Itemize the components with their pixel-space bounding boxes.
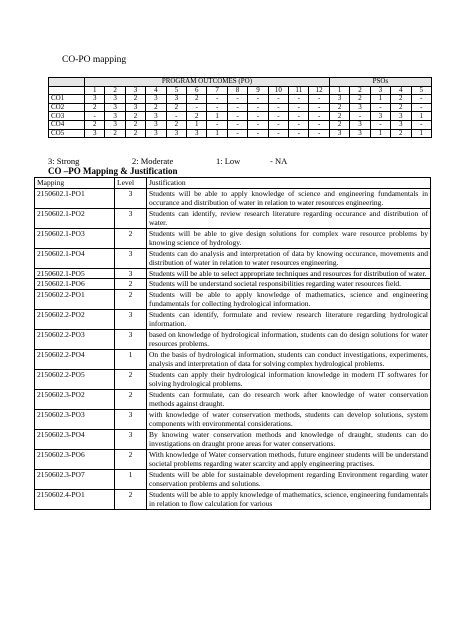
legend-low: 1: Low [216,156,241,166]
mapping-cell: 3 [370,112,390,121]
po-number-header: 9 [248,86,268,95]
table-row [35,309,431,329]
mapping-cell: - [289,95,309,104]
mapping-cell: 3 [146,95,166,104]
mapping-cell: 2 [350,95,370,104]
level-cell: 3 [115,329,147,349]
mapping-cell: 2 [187,95,207,104]
mapping-cell: 2 [166,103,186,112]
pso-number-header: 4 [391,86,411,95]
mapping-cell: 2150602.3-PO6 [35,449,115,469]
table-row [49,103,432,112]
justification-cell: On the basis of hydrological information, students can conduct investigations, experiments, analysis and interpretation of data for solving complex hydrological problems. [147,349,431,369]
table-row [35,248,431,268]
mapping-cell: 2 [329,103,349,112]
table-row [35,268,431,279]
mapping-cell: 2150602.2-PO2 [35,309,115,329]
mapping-cell: 2 [391,95,411,104]
justification-cell: Students can identify, formulate and review research literature regarding hydrological information. [147,309,431,329]
po-number-header: 1 [85,86,105,95]
mapping-cell: 3 [329,95,349,104]
table-row [49,112,432,121]
po-number-header: 3 [125,86,145,95]
mapping-cell: 3 [146,129,166,138]
po-group-header: PROGRAM OUTCOMES (PO) [85,78,330,87]
table-row [35,208,431,228]
mapping-cell: - [248,129,268,138]
mapping-cell: 3 [391,120,411,129]
mapping-cell: 1 [370,129,390,138]
table-row [35,429,431,449]
mapping-cell: - [248,103,268,112]
table-row [35,188,431,208]
mapping-cell: 1 [207,112,227,121]
mapping-cell: - [268,95,288,104]
level-cell: 2 [115,279,147,290]
mapping-cell: - [207,120,227,129]
mapping-cell: 2 [125,120,145,129]
justification-cell: Students can do analysis and interpretation of data by knowing occurance, movements and distribution of water in relation to water resources engineering. [147,248,431,268]
table-corner [49,78,85,87]
mapping-cell: 3 [350,129,370,138]
mapping-cell: 2150602.2-PO5 [35,369,115,389]
po-number-header: 11 [289,86,309,95]
mapping-cell: - [207,95,227,104]
mapping-cell: - [227,120,247,129]
justification-cell: Students will be able to apply knowledge of mathematics, science and engineering fundamentals for collecting hydrological information. [147,289,431,309]
mapping-cell: - [309,120,329,129]
pso-group-header: PSOs [329,78,431,87]
table-row [35,469,431,489]
mapping-cell: 2150602.3-PO2 [35,389,115,409]
mapping-cell: 3 [166,129,186,138]
mapping-cell: 1 [370,95,390,104]
po-number-header: 8 [227,86,247,95]
justification-cell: Students can apply their hydrological information knowledge in modern IT softwares for solving hydrological problems. [147,369,431,389]
pso-number-header: 2 [350,86,370,95]
table-row [35,289,431,309]
justification-cell: Students will be able to select appropriate techniques and resources for distribution of water. [147,268,431,279]
mapping-cell: 2150602.2-PO1 [35,289,115,309]
mapping-cell: - [350,112,370,121]
mapping-cell: 2150602.1-PO2 [35,208,115,228]
level-cell: 2 [115,289,147,309]
mapping-cell: 2 [146,103,166,112]
level-cell: 2 [115,449,147,469]
table-row [35,279,431,290]
level-cell: 3 [115,188,147,208]
justification-cell: Students will be understand societal responsibilities regarding water resources field. [147,279,431,290]
co-label: CO4 [49,120,85,129]
mapping-cell: - [411,103,432,112]
column-header: Mapping [35,178,115,189]
mapping-cell: - [85,112,105,121]
mapping-cell: 2150602.1-PO6 [35,279,115,290]
table-corner [49,86,85,95]
mapping-cell: - [309,112,329,121]
co-label: CO2 [49,103,85,112]
mapping-cell: 1 [207,129,227,138]
po-number-header: 10 [268,86,288,95]
co-label: CO3 [49,112,85,121]
mapping-cell: - [248,120,268,129]
section-heading: CO –PO Mapping & Justification [48,166,178,176]
mapping-cell: - [227,112,247,121]
mapping-cell: 2 [391,103,411,112]
mapping-cell: 3 [391,112,411,121]
level-cell: 3 [115,309,147,329]
justification-cell: Students can identify, review research literature regarding occurance and distribution of water. [147,208,431,228]
mapping-cell: - [370,103,390,112]
table-row [35,409,431,429]
mapping-cell: 2 [329,120,349,129]
table-row [35,449,431,469]
justification-cell: Students will be able to apply knowledge of mathematics, science, engineering fundamentals in relation to flow calculation for various [147,489,431,509]
mapping-cell: 2150602.3-PO7 [35,469,115,489]
mapping-cell: 2150602.2-PO4 [35,349,115,369]
po-number-header: 2 [105,86,125,95]
mapping-cell: 2 [125,95,145,104]
level-cell: 2 [115,489,147,509]
mapping-cell: - [227,95,247,104]
justification-cell: Students will be able for sustainable development regarding Environment regarding water conservation problems and solutions. [147,469,431,489]
table-row [35,389,431,409]
table-row [35,228,431,248]
mapping-cell: - [187,103,207,112]
mapping-cell: - [309,129,329,138]
mapping-cell: 3 [187,129,207,138]
justification-cell: Students will be able to apply knowledge of science and engineering fundamentals in occurance and distribution of water in relation to water resources engineering. [147,188,431,208]
mapping-cell: - [268,120,288,129]
legend [48,156,348,166]
pso-number-header: 3 [370,86,390,95]
pso-number-header: 5 [411,86,432,95]
mapping-cell: - [289,120,309,129]
mapping-cell: - [227,103,247,112]
level-cell: 3 [115,268,147,279]
justification-cell: With knowledge of Water conservation methods, future engineer students will be understand societal problems regarding water scarcity and apply engineering practises. [147,449,431,469]
mapping-cell: 2 [391,129,411,138]
co-label: CO5 [49,129,85,138]
mapping-cell: 2 [85,120,105,129]
mapping-cell: 2150602.3-PO3 [35,409,115,429]
justification-cell: Students will be able to give design solutions for complex ware resource problems by knowing science of hydrology. [147,228,431,248]
mapping-cell: - [370,120,390,129]
level-cell: 3 [115,248,147,268]
mapping-cell: 2150602.1-PO4 [35,248,115,268]
po-number-header: 7 [207,86,227,95]
mapping-cell: 2 [187,112,207,121]
justification-cell: with knowledge of water conservation methods, students can develop solutions, system components with environmental considerations. [147,409,431,429]
mapping-cell: 2 [105,129,125,138]
level-cell: 3 [115,208,147,228]
mapping-cell: 3 [85,129,105,138]
mapping-cell: 3 [146,120,166,129]
mapping-cell: 3 [329,129,349,138]
mapping-cell: 3 [85,95,105,104]
mapping-cell: 2 [125,112,145,121]
mapping-cell: - [207,103,227,112]
co-po-table [48,77,432,138]
mapping-cell: 2150602.1-PO3 [35,228,115,248]
legend-na: - NA [270,156,288,166]
mapping-cell: 3 [350,120,370,129]
mapping-cell: 2 [125,129,145,138]
mapping-cell: - [268,112,288,121]
mapping-cell: 3 [350,103,370,112]
mapping-cell: 3 [105,112,125,121]
table-row [49,95,432,104]
mapping-cell: 3 [105,95,125,104]
table-row [35,349,431,369]
mapping-cell: 2150602.4-PO1 [35,489,115,509]
mapping-cell: 3 [166,95,186,104]
justification-table [34,177,431,510]
co-label: CO1 [49,95,85,104]
mapping-cell: 3 [125,103,145,112]
po-number-header: 5 [166,86,186,95]
mapping-cell: - [268,103,288,112]
mapping-cell: - [289,129,309,138]
mapping-cell: - [248,95,268,104]
column-header: Level [115,178,147,189]
po-number-header: 12 [309,86,329,95]
column-header: Justification [147,178,431,189]
table-row [35,369,431,389]
mapping-cell: 1 [411,129,432,138]
level-cell: 3 [115,429,147,449]
mapping-cell: - [411,95,432,104]
mapping-cell: 2150602.1-PO1 [35,188,115,208]
legend-moderate: 2: Moderate [132,156,174,166]
table-row [49,120,432,129]
justification-cell: Students can formulate, can do research work after knowledge of water conservation methods against draught. [147,389,431,409]
mapping-cell: - [248,112,268,121]
mapping-cell: 2 [85,103,105,112]
mapping-cell: 3 [146,112,166,121]
mapping-cell: 2150602.2-PO3 [35,329,115,349]
mapping-cell: 2150602.1-PO5 [35,268,115,279]
table-row [49,129,432,138]
mapping-cell: 2150602.3-PO4 [35,429,115,449]
justification-cell: based on knowledge of hydrological information, students can do design solutions for water resources problems. [147,329,431,349]
mapping-cell: - [309,95,329,104]
pso-number-header: 1 [329,86,349,95]
legend-strong: 3: Strong [48,156,80,166]
mapping-cell: - [166,112,186,121]
mapping-cell: 2 [329,112,349,121]
level-cell: 2 [115,369,147,389]
table-row [35,489,431,509]
po-number-header: 4 [146,86,166,95]
mapping-cell: - [411,120,432,129]
mapping-cell: 3 [105,103,125,112]
mapping-cell: 2 [166,120,186,129]
justification-cell: By knowing water conservation methods and knowledge of draught, students can do investigations on draught prone areas for water conservations. [147,429,431,449]
mapping-cell: - [289,103,309,112]
page-title: CO-PO mapping [62,55,127,65]
po-number-header: 6 [187,86,207,95]
mapping-cell: 1 [411,112,432,121]
mapping-cell: 1 [187,120,207,129]
mapping-cell: - [227,129,247,138]
level-cell: 1 [115,469,147,489]
level-cell: 2 [115,228,147,248]
mapping-cell: - [309,103,329,112]
level-cell: 3 [115,409,147,429]
mapping-cell: 3 [105,120,125,129]
level-cell: 2 [115,389,147,409]
mapping-cell: - [289,112,309,121]
level-cell: 1 [115,349,147,369]
table-row [35,329,431,349]
mapping-cell: - [268,129,288,138]
